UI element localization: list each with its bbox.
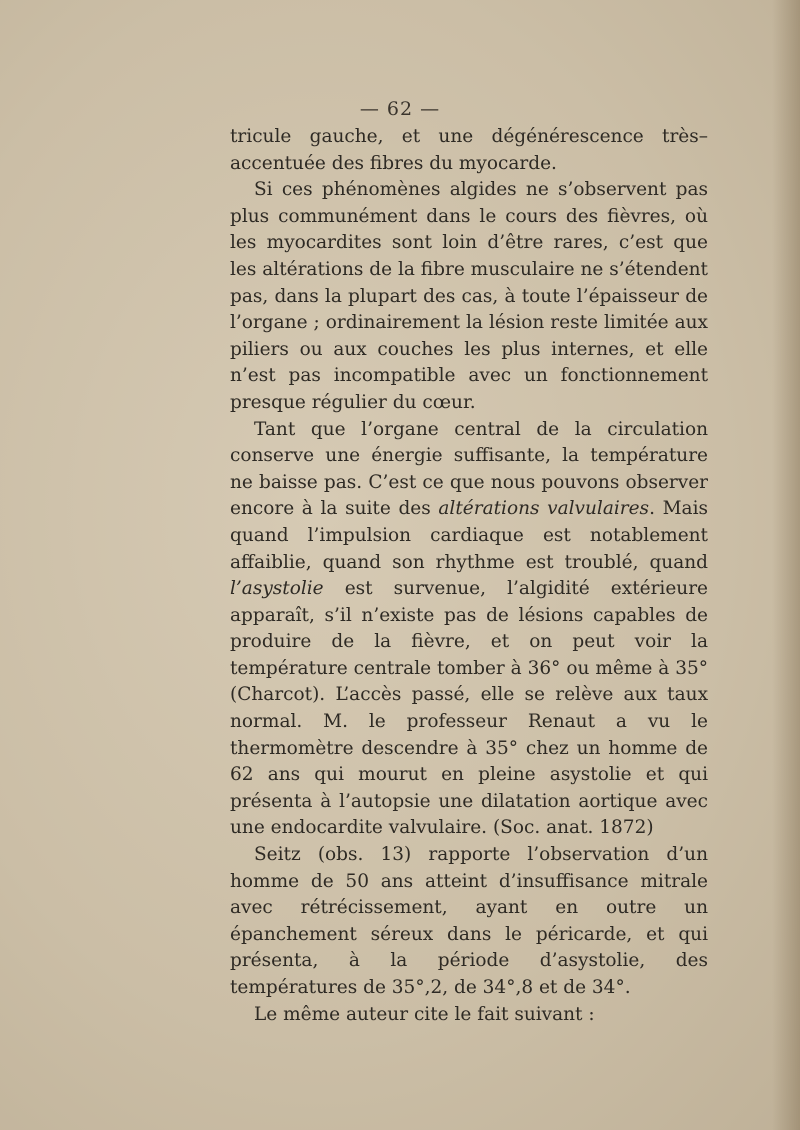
paragraph-2 xyxy=(230,177,708,416)
page-edge-shadow xyxy=(772,0,800,1130)
paragraph-5 xyxy=(230,1002,708,1029)
page-number: — 62 — xyxy=(359,98,441,120)
paragraph-3-text-b: . Mais quand l’impulsion cardiaque est notablement affaiblie, quand son rhythme est troublé, quand xyxy=(230,498,708,573)
paragraph-4 xyxy=(230,842,708,1002)
paragraph-3 xyxy=(230,417,708,843)
italic-asystolie: l’asystolie xyxy=(230,578,324,600)
paragraph-2-text: Si ces phénomènes algides ne s’observent pas plus communément dans le cours des fièvres, où les myocardites sont loin d’être rares, c’est que les altérations de la fibre musculaire ne s’étendent pas, dans la plupart des cas, à toute l’épaisseur de l’organe ; ordinairement la lésion reste limitée aux piliers ou aux couches les plus internes, et elle n’est pas incompatible avec un fonctionnement presque régulier du cœur. xyxy=(230,179,708,413)
body-text xyxy=(230,124,708,1028)
paragraph-3-text-a: Tant que l’organe central de la circulation conserve une énergie suffisante, la température ne baisse pas. C’est ce que nous pouvons observer encore à la suite des xyxy=(230,418,708,520)
paragraph-1-text: tricule gauche, et une dégénérescence très–accentuée des fibres du myocarde. xyxy=(230,126,708,174)
paragraph-5-text: Le même auteur cite le fait suivant : xyxy=(254,1003,595,1025)
paragraph-3-text-c: est survenue, l’algidité extérieure apparaît, s’il n’existe pas de lésions capables de produire de la fièvre, et on peut voir la température centrale tomber à 36° ou même à 35° (Charcot). L’accès passé, elle se relève aux taux normal. M. le professeur Renaut a vu le thermomètre descendre à 35° chez un homme de 62 ans qui mourut en pleine asystolie et qui présenta à l’autopsie une dilatation aortique avec une endocardite valvulaire. (Soc. anat. 1872) xyxy=(230,578,708,839)
paragraph-4-text: Seitz (obs. 13) rapporte l’observation d’un homme de 50 ans atteint d’insuffisance mitrale avec rétrécissement, ayant en outre un épanchement séreux dans le péricarde, et qui présenta, à la période d’asystolie, des températures de 35°,2, de 34°,8 et de 34°. xyxy=(230,844,708,998)
paragraph-1 xyxy=(230,124,708,177)
italic-alterations-valvulaires: altérations valvulaires xyxy=(438,498,650,520)
